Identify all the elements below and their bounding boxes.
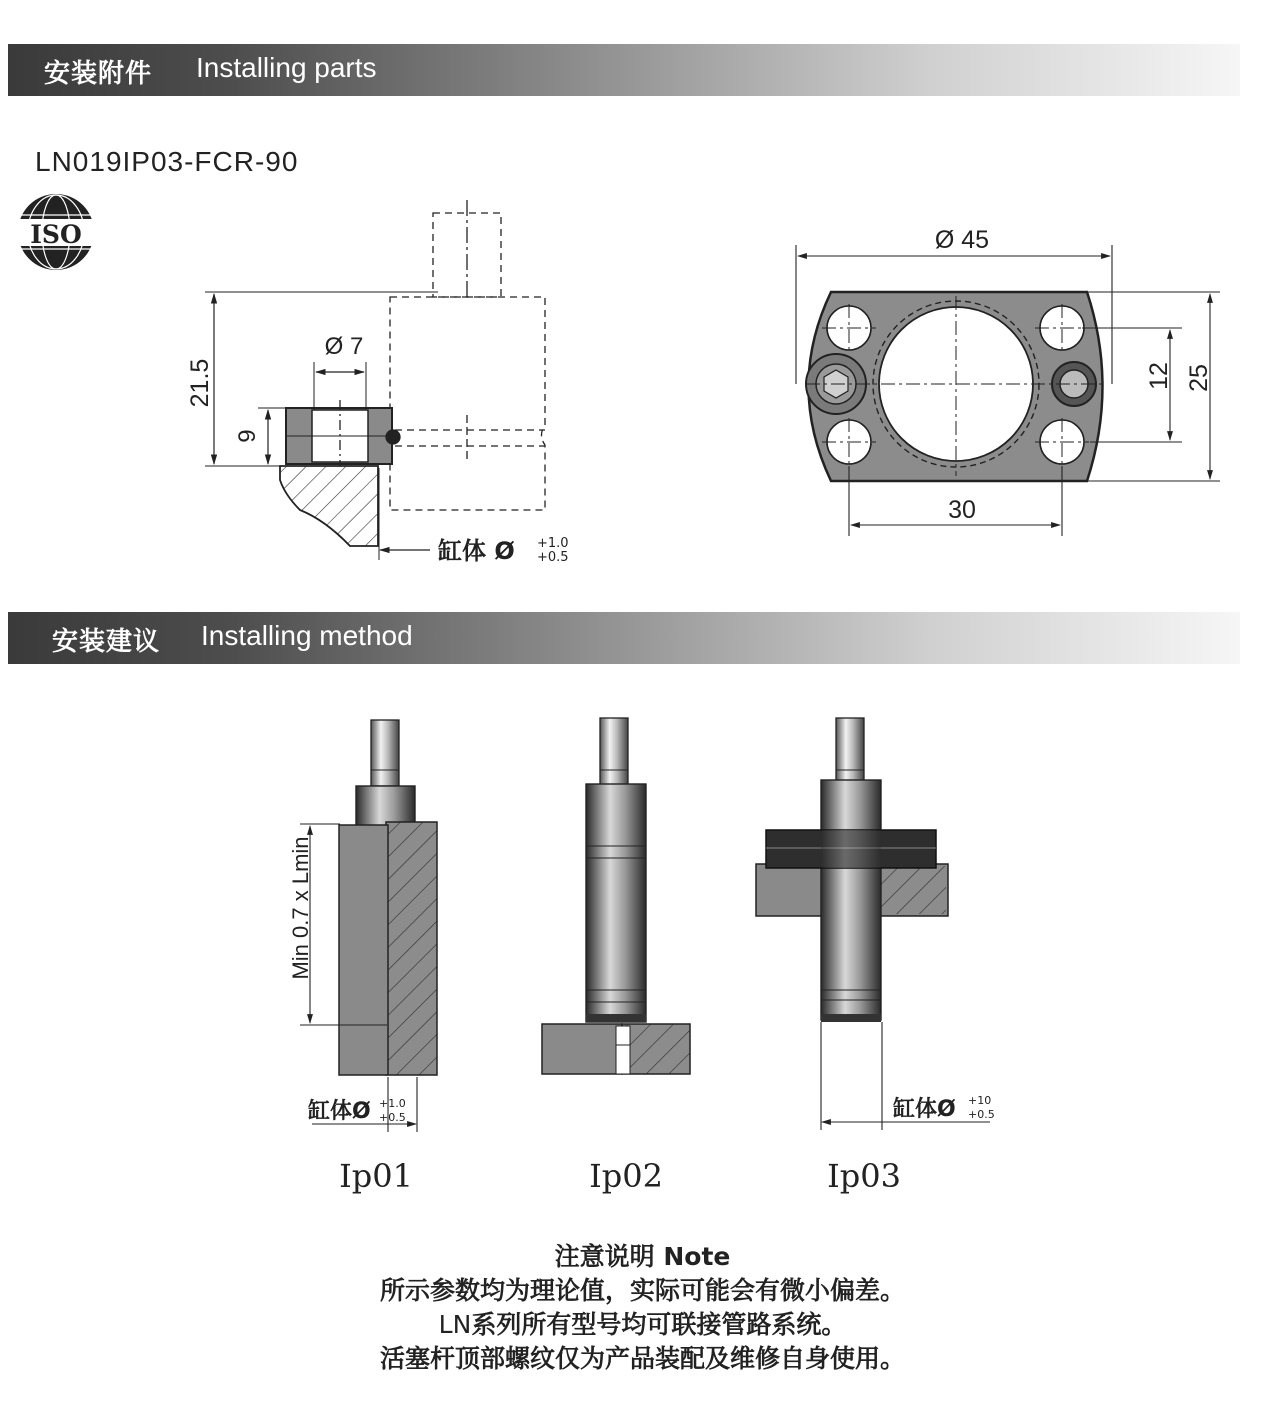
notes-line-2-prefix: LN xyxy=(438,1310,472,1339)
section-title-cn: 安装建议 xyxy=(52,627,161,657)
ip01-min-label: Min 0.7 x Lmin xyxy=(288,836,313,980)
notes-line-2-text: 系列所有型号均可联接管路系统。 xyxy=(471,1310,847,1339)
ip01-tol-upper: +1.0 xyxy=(379,1097,406,1110)
iso-logo-icon xyxy=(17,194,95,270)
method-ip02-drawing xyxy=(542,718,690,1074)
section-title-en: Installing method xyxy=(201,620,413,651)
method-ip03-drawing xyxy=(756,718,990,1130)
dim-pitch-label: 12 xyxy=(1145,362,1173,390)
iso-logo-text: ISO xyxy=(30,220,82,249)
section-title-cn: 安装附件 xyxy=(44,59,153,89)
side-view-drawing xyxy=(205,200,545,560)
notes-line-1: 所示参数均为理论值，实际可能会有微小偏差。 xyxy=(379,1276,905,1305)
dim-width-label: Ø 45 xyxy=(934,226,990,254)
dim-inner-label: 9 xyxy=(234,429,261,443)
dim-holes-label: 30 xyxy=(948,496,976,524)
tol-lower: +0.5 xyxy=(537,550,569,565)
ip03-label: Ip03 xyxy=(827,1157,901,1195)
notes-line-2 xyxy=(0,1308,1285,1342)
ip01-tol-lower: +0.5 xyxy=(379,1111,406,1124)
model-number: LN019IP03-FCR-90 xyxy=(35,146,299,177)
ip03-cyl-label: 缸体Ø xyxy=(893,1097,956,1122)
dim-bore-label: Ø 7 xyxy=(324,333,364,360)
cyl-bore-label: 缸体 Ø xyxy=(438,537,515,565)
notes-block xyxy=(0,1240,1285,1376)
ip03-tol-upper: +10 xyxy=(968,1094,992,1107)
dim-total-label: 25 xyxy=(1185,364,1213,392)
method-ip01-drawing xyxy=(300,720,437,1132)
notes-title: 注意说明 Note xyxy=(554,1242,731,1271)
notes-line-3: 活塞杆顶部螺纹仅为产品装配及维修自身使用。 xyxy=(379,1344,905,1373)
dim-height-label: 21.5 xyxy=(186,358,214,408)
ip01-label: Ip01 xyxy=(339,1157,413,1195)
section-title-en: Installing parts xyxy=(196,52,377,83)
ip01-cyl-label: 缸体Ø xyxy=(308,1099,371,1124)
ip02-label: Ip02 xyxy=(589,1157,663,1195)
ip03-tol-lower: +0.5 xyxy=(968,1108,995,1121)
tol-upper: +1.0 xyxy=(537,536,569,551)
